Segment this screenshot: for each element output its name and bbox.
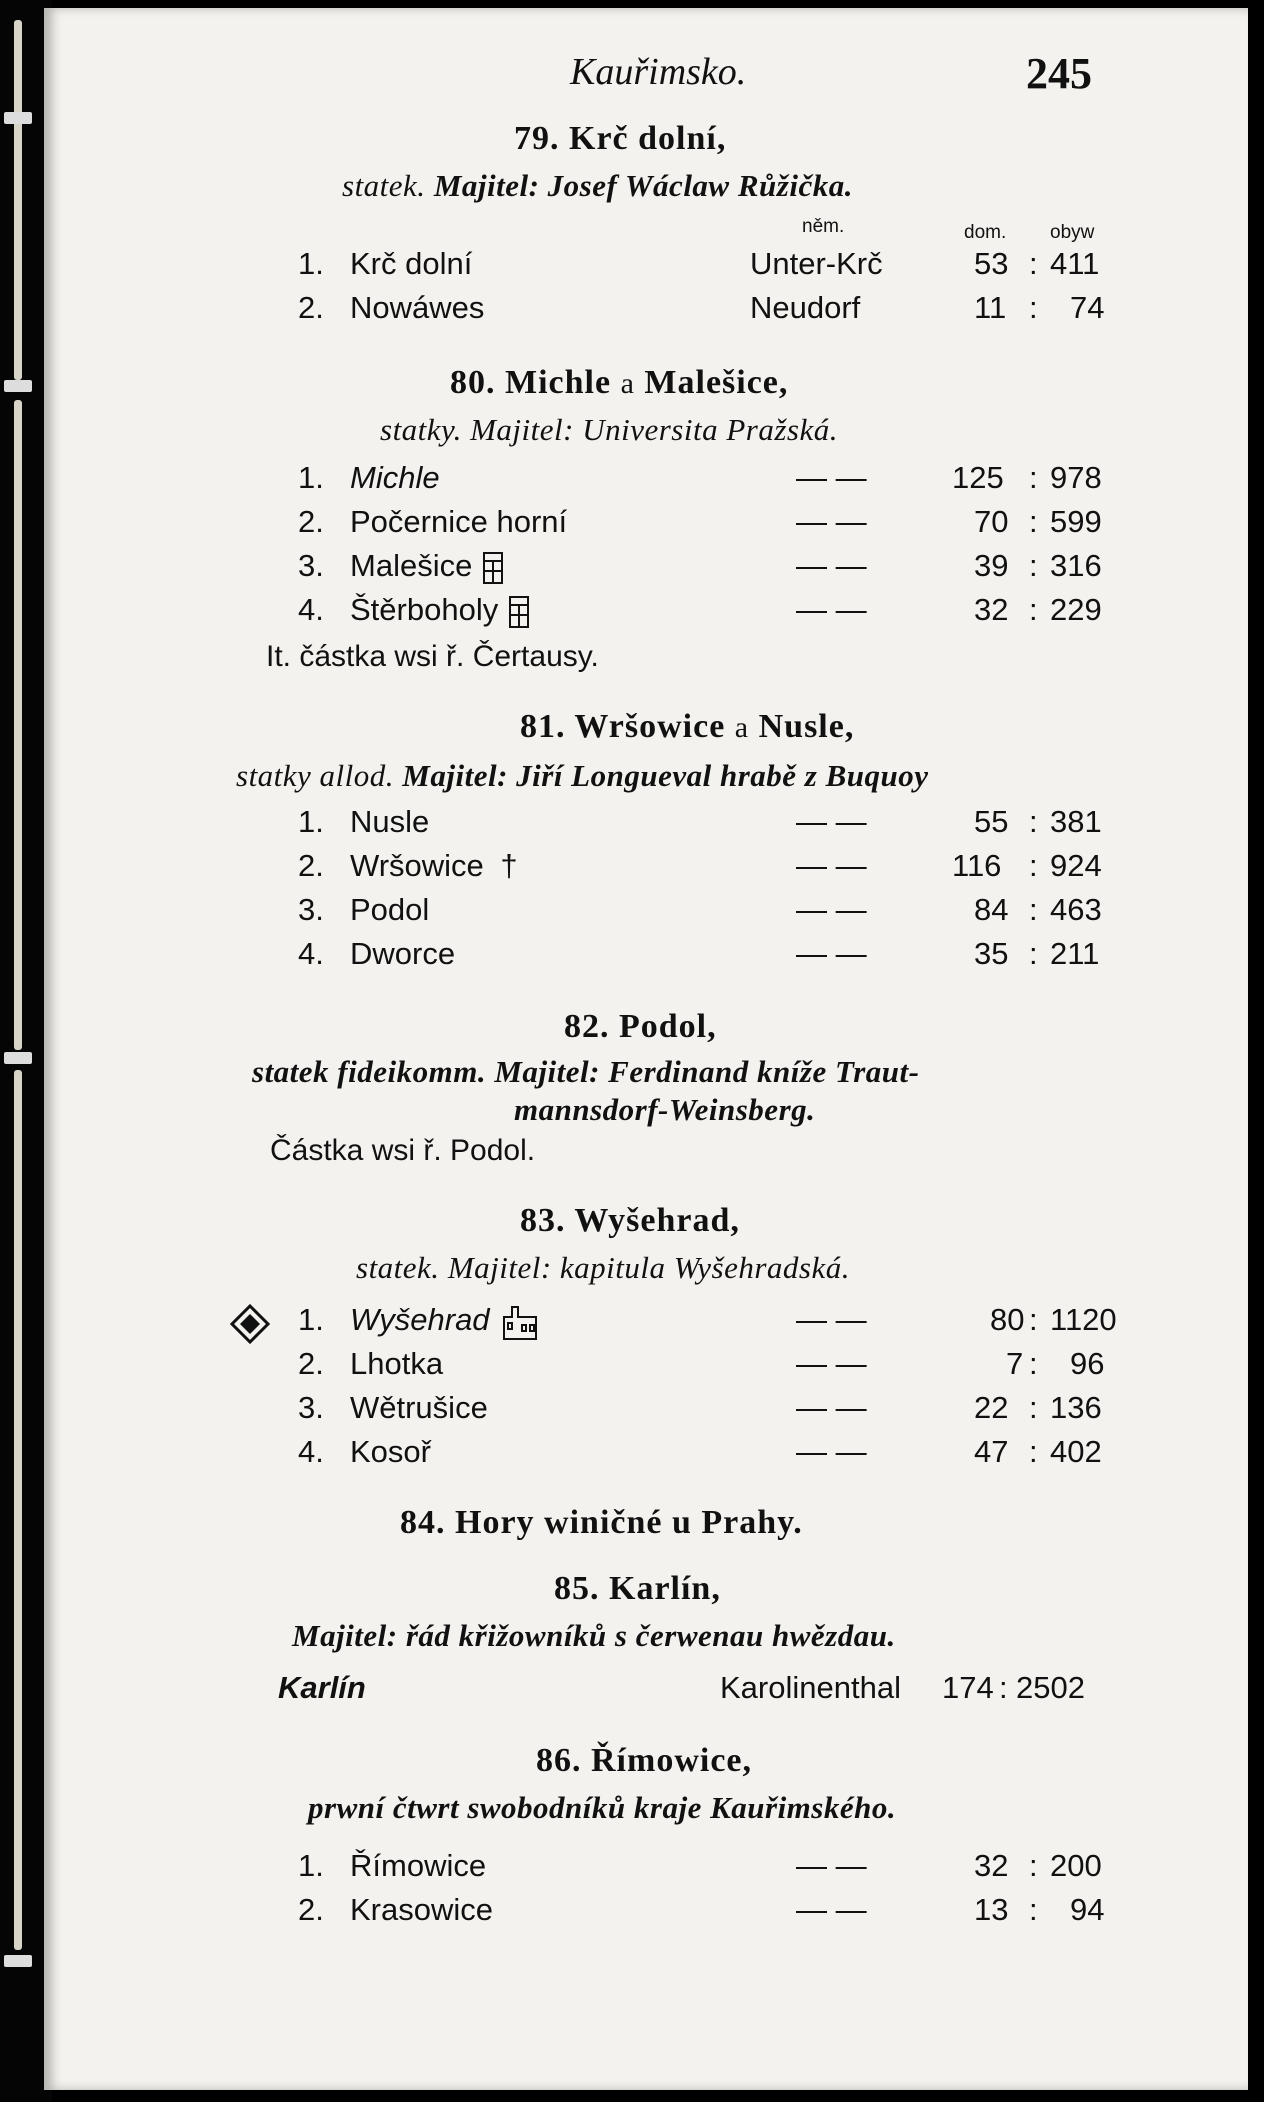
page-number: 245 (1026, 49, 1092, 98)
separator: : (1029, 848, 1038, 883)
section-79-title (514, 120, 726, 158)
section-name: Hory winičné u Prahy. (455, 1504, 803, 1541)
section-80-title (450, 364, 788, 402)
inhabitants: 978 (1050, 460, 1102, 495)
separator: : (999, 1670, 1008, 1705)
houses: 47 (974, 1434, 1009, 1469)
ditto-dashes: — — (796, 1302, 867, 1337)
estate-type: statek. (356, 1250, 440, 1285)
section-number: 80. (450, 364, 496, 401)
ditto-dashes: — — (796, 892, 867, 927)
table-row (44, 1892, 1248, 1932)
ditto-dashes: — — (796, 848, 867, 883)
place-name: Malešice (350, 548, 473, 583)
ditto-dashes: — — (796, 1390, 867, 1425)
place-name: Štěrboholy (350, 592, 499, 627)
section-name: Krč dolní, (569, 120, 727, 157)
houses: 35 (974, 936, 1009, 971)
separator: : (1029, 592, 1038, 627)
owner: Majitel: Josef Wáclaw Růžička. (433, 168, 853, 203)
place-name-with-symbol (350, 1302, 540, 1341)
table-row (44, 1390, 1248, 1430)
houses: 53 (974, 246, 1009, 281)
section-name: Wršowice (574, 708, 726, 745)
inhabitants: 96 (1070, 1346, 1105, 1381)
row-number: 3. (298, 892, 324, 927)
inhabitants: 463 (1050, 892, 1102, 927)
separator: : (1029, 1302, 1038, 1337)
place-name: Nusle (350, 804, 430, 839)
section-number: 79. (514, 120, 560, 157)
estate-type: statky allod. (236, 758, 395, 793)
running-title: Kauřimsko. (570, 51, 747, 93)
row-number: 2. (298, 1346, 324, 1381)
binding-thread (14, 20, 22, 380)
section-82-subtitle-line-1: statek fideikomm. Majitel: Ferdinand kníže Traut- (252, 1054, 920, 1089)
table-row (44, 592, 1248, 632)
place-name-with-symbol (350, 548, 504, 585)
row-number: 2. (298, 1892, 324, 1927)
german-name: Unter-Krč (750, 246, 883, 281)
place-name: Podol (350, 892, 430, 927)
german-name: Karolinenthal (720, 1670, 901, 1705)
houses: 11 (974, 290, 1007, 325)
table-row (44, 1302, 1248, 1342)
section-83-subtitle (356, 1250, 850, 1286)
place-name: Římowice (350, 1848, 487, 1883)
church-cross-icon: † (500, 848, 518, 883)
separator: : (1029, 1346, 1038, 1381)
inhabitants: 74 (1070, 290, 1105, 325)
row-number: 3. (298, 1390, 324, 1425)
place-name: Krč dolní (350, 246, 473, 281)
section-number: 86. (536, 1742, 582, 1779)
section-86-title (536, 1742, 752, 1780)
column-header-houses: dom. (964, 222, 1007, 243)
place-name: Nowáwes (350, 290, 485, 325)
inhabitants: 599 (1050, 504, 1102, 539)
owner: Majitel: Jiří Longueval hrabě z Buquoy (402, 758, 929, 793)
section-name: Michle (505, 364, 612, 401)
place-name: Počernice horní (350, 504, 568, 539)
section-81-title (520, 708, 854, 746)
ditto-dashes: — — (796, 1434, 867, 1469)
houses: 13 (974, 1892, 1009, 1927)
section-name: Nusle, (758, 708, 855, 745)
row-number: 1. (298, 460, 324, 495)
separator: : (1029, 460, 1038, 495)
section-84-title (400, 1504, 803, 1542)
ditto-dashes: — — (796, 804, 867, 839)
houses: 55 (974, 804, 1009, 839)
place-name: Karlín (278, 1670, 366, 1705)
ditto-dashes: — — (796, 504, 867, 539)
section-name: Wyšehrad, (574, 1202, 740, 1239)
section-79-subtitle (342, 168, 853, 204)
table-row (44, 548, 1248, 588)
castle-icon (482, 551, 504, 585)
separator: : (1029, 504, 1038, 539)
row-number: 1. (298, 246, 324, 281)
book-page (44, 8, 1248, 2090)
inhabitants: 316 (1050, 548, 1102, 583)
section-name: Karlín, (609, 1570, 721, 1607)
table-row (44, 1434, 1248, 1474)
place-name-with-symbol (350, 848, 518, 884)
houses: 32 (974, 1848, 1009, 1883)
table-row (44, 460, 1248, 500)
section-86-subtitle: prwní čtwrt swobodníků kraje Kauřimského. (308, 1790, 897, 1825)
separator: : (1029, 1848, 1038, 1883)
place-name: Wyšehrad (350, 1302, 490, 1337)
binding-knot (4, 1052, 32, 1064)
section-82-title (564, 1008, 717, 1046)
separator: : (1029, 548, 1038, 583)
binding-knot (4, 112, 32, 124)
section-name: Římowice, (591, 1742, 753, 1779)
separator: : (1029, 1892, 1038, 1927)
row-number: 4. (298, 936, 324, 971)
ditto-dashes: — — (796, 460, 867, 495)
row-number: 4. (298, 592, 324, 627)
table-row (44, 1346, 1248, 1386)
row-number: 1. (298, 1302, 324, 1337)
estate-type: statek. (342, 168, 426, 203)
row-number: 4. (298, 1434, 324, 1469)
section-82-note: Částka wsi ř. Podol. (270, 1134, 536, 1167)
houses: 80 (990, 1302, 1025, 1337)
section-85-title (554, 1570, 721, 1608)
section-number: 81. (520, 708, 566, 745)
table-row (44, 290, 1248, 330)
houses: 84 (974, 892, 1009, 927)
table-row (44, 936, 1248, 976)
section-85-subtitle: Majitel: řád křižowníků s čerwenau hwězdau. (292, 1618, 896, 1653)
place-name-with-symbol (350, 592, 530, 629)
town-building-icon (500, 1303, 540, 1341)
table-row (44, 892, 1248, 932)
ditto-dashes: — — (796, 592, 867, 627)
separator: : (1029, 246, 1038, 281)
separator: : (1029, 290, 1038, 325)
section-number: 85. (554, 1570, 600, 1607)
separator: : (1029, 1434, 1038, 1469)
ditto-dashes: — — (796, 1848, 867, 1883)
ditto-dashes: — — (796, 1892, 867, 1927)
row-number: 1. (298, 1848, 324, 1883)
owner: Majitel: kapitula Wyšehradská. (447, 1250, 850, 1285)
section-name: Malešice, (644, 364, 789, 401)
section-80-subtitle: statky. Majitel: Universita Pražská. (380, 412, 838, 447)
conjunction: a (620, 367, 635, 400)
binding-thread (14, 400, 22, 1050)
inhabitants: 94 (1070, 1892, 1105, 1927)
houses: 116 (952, 848, 1002, 883)
section-81-subtitle (236, 758, 929, 794)
column-header-german: něm. (802, 216, 845, 237)
place-name: Michle (350, 460, 440, 495)
houses: 39 (974, 548, 1009, 583)
inhabitants: 2502 (1016, 1670, 1085, 1705)
section-number: 83. (520, 1202, 566, 1239)
inhabitants: 411 (1050, 246, 1100, 281)
ditto-dashes: — — (796, 1346, 867, 1381)
place-name: Dworce (350, 936, 456, 971)
table-row (44, 848, 1248, 888)
section-83-title (520, 1202, 740, 1240)
binding-knot (4, 1955, 32, 1967)
houses: 70 (974, 504, 1009, 539)
place-name: Kosoř (350, 1434, 431, 1469)
row-number: 3. (298, 548, 324, 583)
german-name: Neudorf (750, 290, 861, 325)
ditto-dashes: — — (796, 548, 867, 583)
table-row (44, 1848, 1248, 1888)
table-row (44, 1670, 1248, 1710)
separator: : (1029, 936, 1038, 971)
row-number: 2. (298, 290, 324, 325)
castle-icon (508, 595, 530, 629)
separator: : (1029, 1390, 1038, 1425)
row-number: 1. (298, 804, 324, 839)
binding-knot (4, 380, 32, 392)
section-number: 84. (400, 1504, 446, 1541)
houses: 125 (952, 460, 1004, 495)
separator: : (1029, 892, 1038, 927)
inhabitants: 924 (1050, 848, 1102, 883)
inhabitants: 136 (1050, 1390, 1102, 1425)
place-name: Wršowice (350, 848, 484, 883)
ditto-dashes: — — (796, 936, 867, 971)
place-name: Krasowice (350, 1892, 493, 1927)
table-row (44, 804, 1248, 844)
row-number: 2. (298, 504, 324, 539)
inhabitants: 229 (1050, 592, 1102, 627)
table-row (44, 246, 1248, 286)
houses: 174 (942, 1670, 994, 1705)
section-82-subtitle-line-2: mannsdorf-Weinsberg. (514, 1092, 816, 1127)
houses: 7 (1006, 1346, 1024, 1381)
section-name: Podol, (619, 1008, 717, 1045)
conjunction: a (734, 711, 750, 744)
row-number: 2. (298, 848, 324, 883)
inhabitants: 211 (1050, 936, 1100, 971)
column-header-inhabitants: obyw (1050, 222, 1095, 243)
separator: : (1029, 804, 1038, 839)
place-name: Lhotka (350, 1346, 444, 1381)
section-number: 82. (564, 1008, 610, 1045)
section-80-note: It. částka wsi ř. Čertausy. (266, 640, 599, 673)
table-row (44, 504, 1248, 544)
binding-thread (14, 1070, 22, 1950)
inhabitants: 200 (1050, 1848, 1102, 1883)
houses: 22 (974, 1390, 1009, 1425)
inhabitants: 381 (1050, 804, 1102, 839)
inhabitants: 1120 (1050, 1302, 1117, 1337)
inhabitants: 402 (1050, 1434, 1102, 1469)
houses: 32 (974, 592, 1009, 627)
place-name: Wětrušice (350, 1390, 488, 1425)
